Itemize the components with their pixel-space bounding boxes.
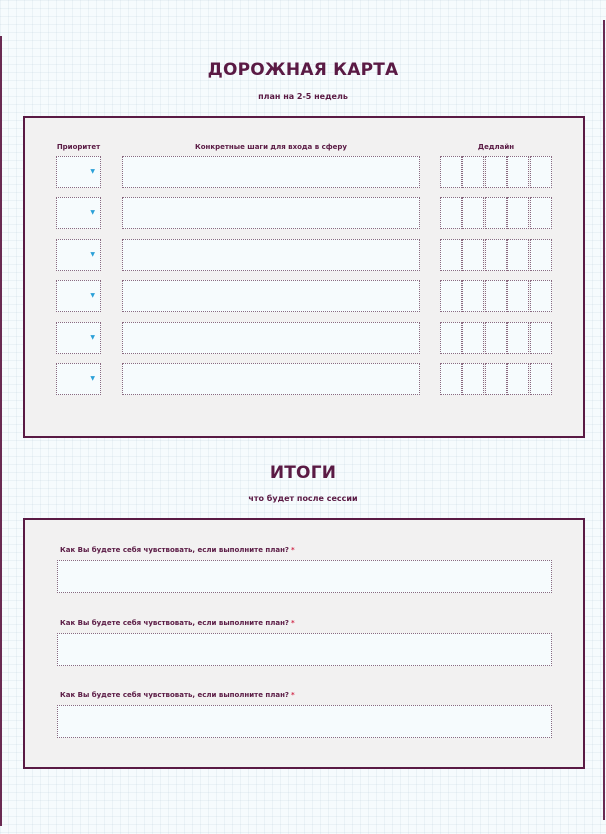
deadline-cell[interactable]	[485, 363, 507, 395]
priority-column-header: Приоритет	[56, 143, 101, 151]
roadmap-title: ДОРОЖНАЯ КАРТА	[207, 60, 399, 80]
deadline-cell[interactable]	[462, 322, 484, 354]
roadmap-panel	[23, 116, 585, 438]
chevron-down-icon: ▼	[90, 168, 95, 175]
chevron-down-icon: ▼	[90, 292, 95, 299]
step-input[interactable]	[122, 322, 420, 354]
step-input[interactable]	[122, 197, 420, 229]
question-label	[60, 619, 295, 627]
priority-select[interactable]	[56, 322, 101, 354]
step-input[interactable]	[122, 363, 420, 395]
results-panel	[23, 518, 585, 769]
priority-select[interactable]	[56, 280, 101, 312]
deadline-cell[interactable]	[440, 239, 462, 271]
priority-select[interactable]	[56, 363, 101, 395]
deadline-cell[interactable]	[507, 363, 529, 395]
deadline-cell[interactable]	[462, 239, 484, 271]
step-input[interactable]	[122, 239, 420, 271]
deadline-cell[interactable]	[485, 197, 507, 229]
steps-column-header: Конкретные шаги для входа в сферу	[194, 143, 347, 151]
deadline-cell[interactable]	[440, 156, 462, 188]
answer-input[interactable]	[57, 705, 552, 738]
deadline-cell[interactable]	[530, 156, 552, 188]
question-label	[60, 691, 295, 699]
deadline-cell[interactable]	[507, 156, 529, 188]
deadline-cell[interactable]	[530, 239, 552, 271]
question-text: Как Вы будете себя чувствовать, если выполните план?	[60, 546, 289, 554]
deadline-cell[interactable]	[440, 322, 462, 354]
deadline-cell[interactable]	[462, 363, 484, 395]
chevron-down-icon: ▼	[90, 209, 95, 216]
deadline-cell[interactable]	[530, 280, 552, 312]
deadline-cell[interactable]	[530, 363, 552, 395]
answer-input[interactable]	[57, 560, 552, 593]
chevron-down-icon: ▼	[90, 251, 95, 258]
priority-select[interactable]	[56, 239, 101, 271]
results-subtitle: что будет после сессии	[248, 494, 358, 503]
deadline-cell[interactable]	[485, 239, 507, 271]
deadline-cell[interactable]	[530, 197, 552, 229]
required-mark: *	[291, 546, 295, 554]
question-text: Как Вы будете себя чувствовать, если выполните план?	[60, 691, 289, 699]
answer-input[interactable]	[57, 633, 552, 666]
required-mark: *	[291, 691, 295, 699]
deadline-cell[interactable]	[440, 363, 462, 395]
deadline-column-header: Дедлайн	[477, 143, 515, 151]
deadline-cell[interactable]	[462, 156, 484, 188]
step-input[interactable]	[122, 156, 420, 188]
priority-select[interactable]	[56, 156, 101, 188]
page-border-right	[603, 20, 605, 820]
deadline-cell[interactable]	[530, 322, 552, 354]
deadline-cell[interactable]	[440, 197, 462, 229]
chevron-down-icon: ▼	[90, 334, 95, 341]
results-title: ИТОГИ	[269, 463, 337, 483]
deadline-cell[interactable]	[462, 197, 484, 229]
deadline-cell[interactable]	[507, 322, 529, 354]
page-border-left	[0, 36, 2, 826]
deadline-cell[interactable]	[440, 280, 462, 312]
question-text: Как Вы будете себя чувствовать, если выполните план?	[60, 619, 289, 627]
deadline-cell[interactable]	[485, 156, 507, 188]
deadline-cell[interactable]	[507, 197, 529, 229]
chevron-down-icon: ▼	[90, 375, 95, 382]
question-label	[60, 546, 295, 554]
required-mark: *	[291, 619, 295, 627]
deadline-cell[interactable]	[507, 239, 529, 271]
deadline-cell[interactable]	[507, 280, 529, 312]
step-input[interactable]	[122, 280, 420, 312]
deadline-cell[interactable]	[485, 280, 507, 312]
roadmap-subtitle: план на 2-5 недель	[258, 92, 348, 101]
deadline-cell[interactable]	[485, 322, 507, 354]
priority-select[interactable]	[56, 197, 101, 229]
deadline-cell[interactable]	[462, 280, 484, 312]
